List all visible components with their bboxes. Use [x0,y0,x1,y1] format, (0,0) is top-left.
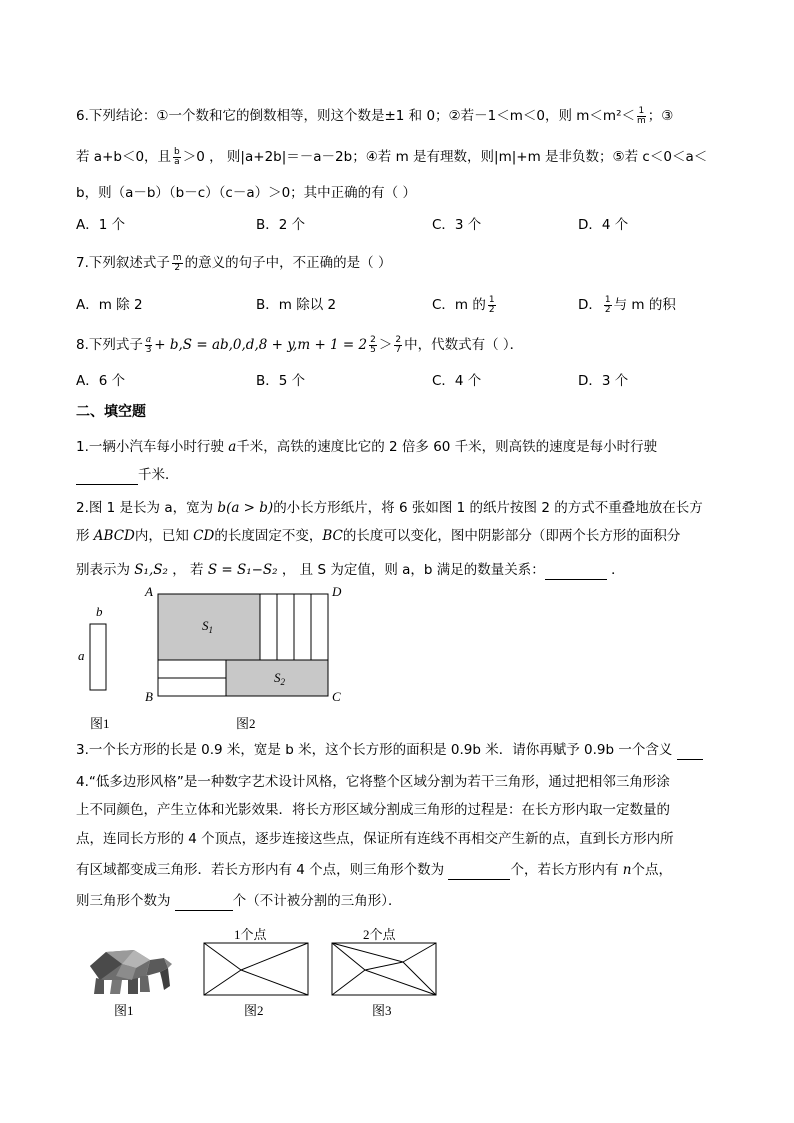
f4-line4: 有区域都变成三角形．若长方形内有 4 个点，则三角形个数为 个，若长方形内有 n个点， [76,862,672,878]
f2-fig2-caption: 图2 [236,716,256,731]
poly-facet [110,980,122,994]
f4-fig2-caption: 图2 [244,1003,264,1018]
q7-stem: 7.下列叙述式子 $\frac{m}{2}$ 的意义的句子中，不正确的是（ ） [76,252,392,273]
q6-option-b: B．2 个 [256,217,306,233]
answer-blank[interactable] [677,745,703,760]
poly-facet [160,968,170,990]
f2-line1: 2.图 1 是长为 a，宽为 b(a > b)的小长方形纸片，将 6 张如图 1 的纸片按图 2 的方式不重叠地放在长方 [76,500,703,516]
q6-option-c: C．3 个 [432,217,482,233]
q7-option-a: A．m 除 2 [76,297,143,313]
q7-option-c: C．m 的 $\frac{1}{2}$ [432,294,495,315]
label-C: C [332,689,341,704]
q8-option-d: D．3 个 [578,373,629,389]
fraction: $\frac{m}{2}$ [172,252,182,273]
fraction: $\frac{2}{7}$ [395,334,402,355]
label-B: B [145,689,153,704]
label-s1: $S_1$ [202,618,213,635]
f2-figure-2 [140,584,355,706]
f4-line1: 4.“低多边形风格”是一种数字艺术设计风格，它将整个区域分割为若干三角形，通过把相邻三角形涂 [76,774,670,790]
fraction: $\frac{b}{a}$ [174,146,180,167]
q6-option-a: A．1 个 [76,217,126,233]
f4-fig3-caption: 图3 [372,1003,392,1018]
f4-fig1-caption: 图1 [114,1003,134,1018]
q6-option-d: D．4 个 [578,217,629,233]
poly-facet [94,978,104,994]
label-a: a [78,648,85,663]
fraction: $\frac{1}{m}$ [637,105,646,126]
f4-figure-3 [331,942,441,998]
label-D: D [332,584,342,599]
f1-line1: 1.一辆小汽车每小时行驶 a千米，高铁的速度比它的 2 倍多 60 千米，则高铁的速度是每小时行驶 [76,439,658,455]
f4-line5: 则三角形个数为 个（不计被分割的三角形）． [76,893,402,909]
f2-line3: 别表示为 S₁,S₂ ， 若 S = S₁−S₂ ， 且 S 为定值，则 a，b 满足的数量关系： ． [76,562,625,578]
f1-line2: 千米． [76,465,179,485]
label-A: A [145,584,153,599]
q8-option-b: B．5 个 [256,373,306,389]
poly-facet [128,978,138,994]
f4-figure-2 [203,942,313,998]
poly-facet [140,976,150,992]
label-s2: $S_2$ [274,670,285,687]
fraction: $\frac{2}{5}$ [370,334,376,355]
rect-outline [332,943,436,995]
f3-line: 3.一个长方形的长是 0.9 米，宽是 b 米，这个长方形的面积是 0.9b 米．请你再赋予 0.9b 一个含义 [76,740,703,760]
q6-line2: 若 a+b＜0，且 $\frac{b}{a}$ ＞0 ， 则|a+2b|＝－a－2b；④若 m 是有理数，则|m|+m 是非负数；⑤若 c＜0＜a＜ [76,146,708,167]
elephant-image [76,946,176,998]
fraction: $\frac{a}{3}$ [145,334,152,355]
answer-blank[interactable] [545,565,607,580]
q6-line3: b，则（a－b）（b－c）（c－a）＞0；其中正确的有（ ） [76,185,416,201]
fraction: $\frac{1}{2}$ [488,294,495,315]
q7-option-b: B．m 除以 2 [256,297,337,313]
paper-rect [90,624,106,690]
f4-fig2-top-label: 1个点 [234,927,267,942]
q6-line1: 6.下列结论：①一个数和它的倒数相等，则这个数是±1 和 0；②若－1＜m＜0，则 m＜m²＜ $\frac{1}{m}$ ；③ [76,105,674,126]
rect-outline [204,943,308,995]
answer-blank[interactable] [448,865,510,880]
q8-option-c: C．4 个 [432,373,482,389]
q8-option-a: A．6 个 [76,373,126,389]
f4-line2: 上不同颜色，产生立体和光影效果．将长方形区域分割成三角形的过程是：在长方形内取一定数量的 [76,802,670,818]
label-b: b [96,604,103,619]
f2-line2: 形 ABCD内，已知 CD的长度固定不变，BC的长度可以变化，图中阴影部分（即两个长方形的面积分 [76,528,681,544]
f4-line3: 点，连同长方形的 4 个顶点，逐步连接这些点，保证所有连线不再相交产生新的点，直到长方形内所 [76,831,674,847]
q7-option-d: D． $\frac{1}{2}$ 与 m 的积 [578,294,676,315]
f2-figure-1 [70,598,120,698]
answer-blank[interactable] [76,470,138,485]
answer-blank[interactable] [175,896,233,911]
f2-fig1-caption: 图1 [90,716,110,731]
fraction: $\frac{1}{2}$ [604,294,611,315]
section-heading: 二、填空题 [76,404,146,420]
q8-stem: 8.下列式子 $\frac{a}{3}$ + b,S = ab,0,d,8 + y,m + 1 = 2 $\frac{2}{5}$ ＞ $\frac{2}{7}$ 中，代数式有（ ）． [76,334,524,355]
f4-fig3-top-label: 2个点 [363,927,396,942]
